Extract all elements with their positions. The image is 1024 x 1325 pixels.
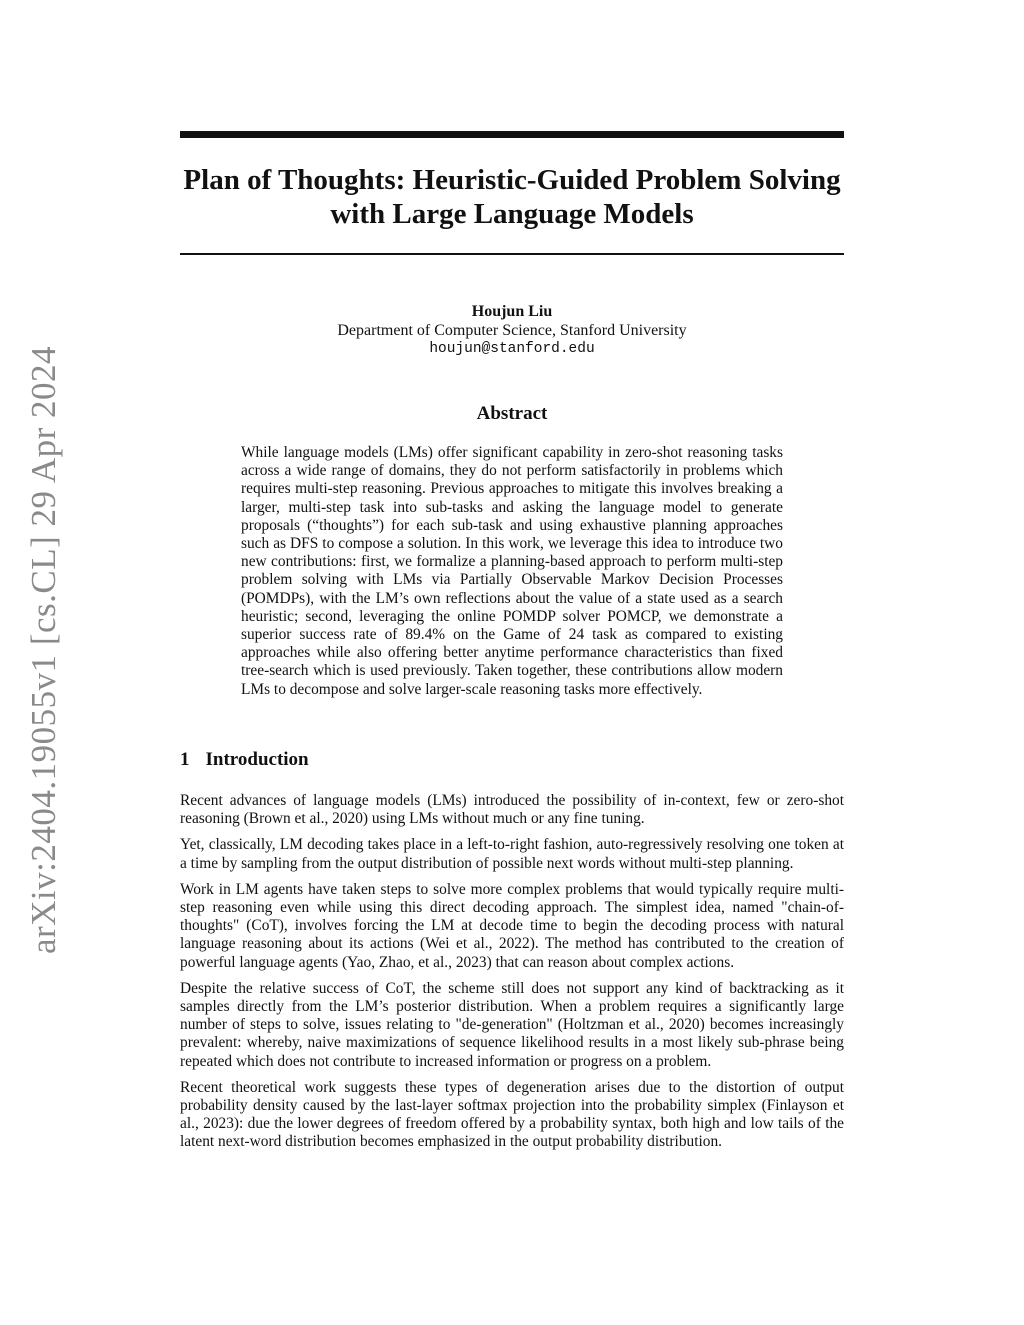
section-title: Introduction bbox=[205, 749, 309, 770]
author-block bbox=[180, 302, 844, 359]
title-rule-top bbox=[180, 131, 844, 138]
abstract-heading: Abstract bbox=[476, 403, 548, 424]
paper-title: Plan of Thoughts: Heuristic-Guided Problem Solving with Large Language Models bbox=[183, 164, 841, 230]
section-number: 1 bbox=[180, 749, 190, 770]
author-email[interactable]: houjun@stanford.edu bbox=[429, 341, 595, 357]
title-rule-bottom bbox=[180, 253, 844, 255]
intro-paragraph: Recent theoretical work suggests these types of degeneration arises due to the distortion of output probability density caused by the last-layer softmax projection into the probability simplex (Finlayson et al., 2023): due the lower degrees of freedom offered by a probability syntax, both high and low tails of the latent next-word distribution becomes emphasized in the output probability distribution. bbox=[180, 1078, 844, 1151]
author-affiliation: Department of Computer Science, Stanford University bbox=[337, 322, 687, 339]
intro-paragraph: Yet, classically, LM decoding takes place in a left-to-right fashion, auto-regressively resolving one token at a time by sampling from the output distribution of possible next words without multi-step planning. bbox=[180, 836, 844, 872]
abstract-text: While language models (LMs) offer significant capability in zero-shot reasoning tasks across a wide range of domains, they do not perform satisfactorily in problems which requires multi-step reasoning. Previous approaches to mitigate this involves breaking a larger, multi-step task into sub-tasks and asking the language model to generate proposals (“thoughts”) for each sub-task and using exhaustive planning approaches such as DFS to compose a solution. In this work, we leverage this idea to introduce two new contributions: first, we formalize a planning-based approach to perform multi-step problem solving with LMs via Partially Observable Markov Decision Processes (POMDPs), with the LM’s own reflections about the value of a state used as a search heuristic; second, leveraging the online POMDP solver POMCP, we demonstrate a superior success rate of 89.4% on the Game of 24 task as compared to existing approaches while also offering better anytime performance characteristics than fixed tree-search which is used previously. Taken together, these contributions allow modern LMs to decompose and solve larger-scale reasoning tasks more effectively. bbox=[241, 444, 783, 698]
intro-paragraph: Recent advances of language models (LMs) introduced the possibility of in-context, few or zero-shot reasoning (Brown et al., 2020) using LMs without much or any fine tuning. bbox=[180, 792, 844, 828]
intro-paragraph: Despite the relative success of CoT, the scheme still does not support any kind of backtracking as it samples directly from the LM’s posterior distribution. When a problem requires a significantly large number of steps to solve, issues relating to "de-generation" (Holtzman et al., 2020) becomes increasingly prevalent: whereby, naive maximizations of sequence likelihood results in a most likely sub-phrase being repeated which does not contribute to increased information or progress on a problem. bbox=[180, 979, 844, 1070]
section-heading-introduction bbox=[180, 749, 309, 771]
author-name: Houjun Liu bbox=[471, 303, 553, 320]
intro-paragraph: Work in LM agents have taken steps to solve more complex problems that would typically require multi-step reasoning even while using this direct decoding approach. The simplest idea, named "chain-of-thoughts" (CoT), involves forcing the LM at decode time to begin the decoding process with natural language reasoning about its actions (Wei et al., 2022). The method has contributed to the creation of powerful language agents (Yao, Zhao, et al., 2023) that can reason about complex actions. bbox=[180, 880, 844, 971]
arxiv-identifier-stamp: arXiv:2404.19055v1 [cs.CL] 29 Apr 2024 bbox=[24, 345, 63, 955]
introduction-body bbox=[180, 792, 844, 1160]
